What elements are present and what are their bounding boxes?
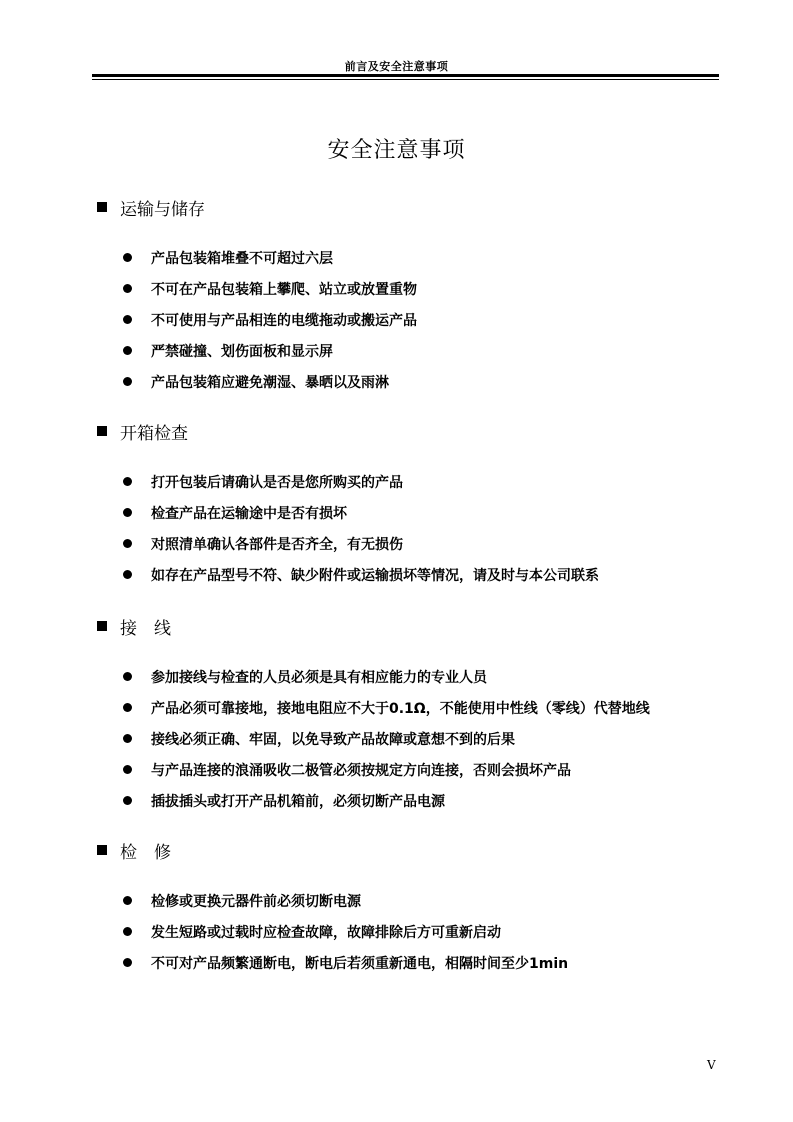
running-header: 前言及安全注意事项 xyxy=(344,60,449,73)
list-item xyxy=(95,785,735,816)
list-item-text: 不可在产品包装箱上攀爬、站立或放置重物 xyxy=(151,281,417,298)
bullet-dot-icon xyxy=(123,346,132,355)
section-transport-storage xyxy=(95,195,735,397)
bullet-dot-icon xyxy=(123,703,132,712)
list-item xyxy=(95,528,735,559)
bullet-dot-icon xyxy=(123,896,132,905)
list-item-text: 插拔插头或打开产品机箱前，必须切断产品电源 xyxy=(151,793,445,810)
list-item-text: 不可使用与产品相连的电缆拖动或搬运产品 xyxy=(151,312,417,329)
bullet-list xyxy=(95,466,735,590)
list-item-text: 不可对产品频繁通断电，断电后若须重新通电，相隔时间至少1min xyxy=(151,955,569,972)
list-item-text: 接线必须正确、牢固，以免导致产品故障或意想不到的后果 xyxy=(151,731,515,748)
bullet-dot-icon xyxy=(123,315,132,324)
list-item xyxy=(95,916,735,947)
list-item-text: 参加接线与检查的人员必须是具有相应能力的专业人员 xyxy=(151,669,487,686)
section-heading xyxy=(95,195,735,219)
section-unpacking-inspection xyxy=(95,419,735,590)
list-item xyxy=(95,661,735,692)
list-item-text: 对照清单确认各部件是否齐全，有无损伤 xyxy=(151,536,403,553)
bullet-dot-icon xyxy=(123,734,132,743)
header-rule-thick xyxy=(92,74,719,77)
section-heading-text: 接 线 xyxy=(120,618,171,639)
section-heading-text: 运输与储存 xyxy=(120,199,205,220)
list-item-text: 检查产品在运输途中是否有损坏 xyxy=(151,505,347,522)
list-item xyxy=(95,242,735,273)
section-wiring xyxy=(95,614,735,816)
section-heading-text: 检 修 xyxy=(120,842,171,863)
list-item xyxy=(95,273,735,304)
list-item-text: 严禁碰撞、划伤面板和显示屏 xyxy=(151,343,333,360)
black-square-icon xyxy=(97,202,107,212)
list-item xyxy=(95,692,735,723)
list-item-text: 检修或更换元器件前必须切断电源 xyxy=(151,893,361,910)
bullet-dot-icon xyxy=(123,672,132,681)
section-maintenance xyxy=(95,838,735,978)
bullet-dot-icon xyxy=(123,253,132,262)
list-item-text: 产品包装箱堆叠不可超过六层 xyxy=(151,250,333,267)
list-item xyxy=(95,754,735,785)
bullet-dot-icon xyxy=(123,284,132,293)
list-item xyxy=(95,304,735,335)
bullet-dot-icon xyxy=(123,539,132,548)
bullet-dot-icon xyxy=(123,570,132,579)
list-item-text: 发生短路或过载时应检查故障，故障排除后方可重新启动 xyxy=(151,924,501,941)
bullet-dot-icon xyxy=(123,765,132,774)
list-item xyxy=(95,335,735,366)
list-item xyxy=(95,723,735,754)
list-item xyxy=(95,885,735,916)
bullet-dot-icon xyxy=(123,927,132,936)
black-square-icon xyxy=(97,426,107,436)
black-square-icon xyxy=(97,621,107,631)
bullet-list xyxy=(95,661,735,816)
list-item xyxy=(95,497,735,528)
list-item xyxy=(95,366,735,397)
section-heading xyxy=(95,614,735,638)
page-number: V xyxy=(707,1058,716,1072)
page-title: 安全注意事项 xyxy=(327,138,466,163)
bullet-dot-icon xyxy=(123,377,132,386)
section-heading-text: 开箱检查 xyxy=(120,423,188,444)
black-square-icon xyxy=(97,845,107,855)
section-heading xyxy=(95,838,735,862)
bullet-dot-icon xyxy=(123,796,132,805)
bullet-dot-icon xyxy=(123,958,132,967)
section-heading xyxy=(95,419,735,443)
list-item-text: 产品必须可靠接地，接地电阻应不大于0.1Ω，不能使用中性线（零线）代替地线 xyxy=(151,700,650,717)
list-item-text: 与产品连接的浪涌吸收二极管必须按规定方向连接，否则会损坏产品 xyxy=(151,762,571,779)
list-item xyxy=(95,559,735,590)
header-rule-thin xyxy=(92,79,719,80)
bullet-dot-icon xyxy=(123,508,132,517)
bullet-list xyxy=(95,242,735,397)
bullet-dot-icon xyxy=(123,477,132,486)
list-item xyxy=(95,466,735,497)
bullet-list xyxy=(95,885,735,978)
list-item-text: 打开包装后请确认是否是您所购买的产品 xyxy=(151,474,403,491)
list-item xyxy=(95,947,735,978)
list-item-text: 如存在产品型号不符、缺少附件或运输损坏等情况，请及时与本公司联系 xyxy=(151,567,599,584)
list-item-text: 产品包装箱应避免潮湿、暴晒以及雨淋 xyxy=(151,374,389,391)
